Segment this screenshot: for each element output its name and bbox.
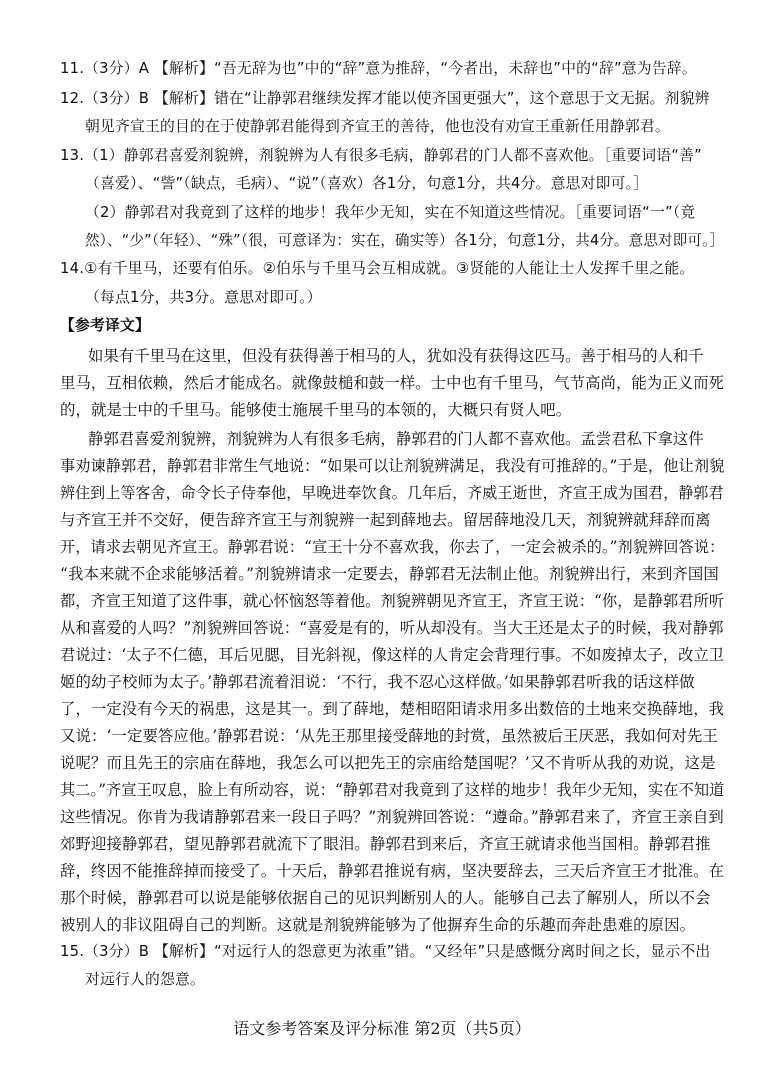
translation-line: 如果有千里马在这里，但没有获得善于相马的人，犹如没有获得这匹马。善于相马的人和千 <box>88 347 704 365</box>
answer-11: 11.（3分）A 【解析】“吾无辞为也”中的“辞”意为推辞，“今者出，未辞也”中的“辞”意为告辞。 <box>60 60 697 77</box>
answer-13-line-4: 然）、“少”（年轻）、“殊”（很，可意译为：实在，确实等）各1分，句意1分，共4分。意思对即可。］ <box>85 232 725 249</box>
translation-line: 都，齐宣王知道了这件事，就心怀恼怒等着他。剂貌辨朝见齐宣王，齐宣王说：“你，是静郭君所听 <box>60 592 725 610</box>
translation-line: 事劝谏静郭君，静郭君非常生气地说：“如果可以让剂貌辨满足，我没有可推辞的。”于是，他让剂貌 <box>60 457 725 475</box>
translation-line: 了，一定没有今天的祸患，这是其一。到了薛地，楚相昭阳请求用多出数倍的土地来交换薛地，我 <box>60 700 725 718</box>
translation-line: 开，请求去朝见齐宣王。静郭君说：“宣王十分不喜欢我，你去了，一定会被杀的。”剂貌辨回答说： <box>60 538 725 556</box>
translation-line: “我本来就不企求能够活着。”剂貌辨请求一定要去，静郭君无法制止他。剂貌辨出行，来到齐国国 <box>60 565 719 583</box>
translation-line: 这些情况。你肯为我请静郭君来一段日子吗？”剂貌辨回答说：“遵命。”静郭君来了，齐宣王亲自到 <box>60 808 724 826</box>
translation-line: 君说过：‘太子不仁德，耳后见腮，目光斜视，像这样的人肯定会背理行事。不如废掉太子，改立卫 <box>60 646 725 664</box>
translation-line: 从和喜爱的人吗？”剂貌辨回答说：“喜爱是有的，听从却没有。当大王还是太子的时候，我对静郭 <box>60 619 724 637</box>
answer-12-line-1: 12.（3分）B 【解析】错在“让静郭君继续发挥才能以使齐国更强大”，这个意思于文无据。剂貌辨 <box>60 90 710 107</box>
translation-line: 说呢？而且先王的宗庙在薛地，我怎么可以把先王的宗庙给楚国呢？’又不肯听从我的劝说，这是 <box>60 754 716 772</box>
answer-14-line-2: （每点1分，共3分。意思对即可。） <box>85 289 322 306</box>
page-footer: 语文参考答案及评分标准 第2页（共5页） <box>233 1019 531 1038</box>
answer-12-line-2: 朝见齐宣王的目的在于使静郭君能得到齐宣王的善待，他也没有劝宣王重新任用静郭君。 <box>85 118 670 135</box>
translation-line: 郊野迎接静郭君，望见静郭君就流下了眼泪。静郭君到来后，齐宣王就请求他当国相。静郭君推 <box>60 835 711 853</box>
translation-line: 其二。”齐宣王叹息，脸上有所动容，说：“静郭君对我竟到了这样的地步！我年少无知，实在不知道 <box>60 781 725 799</box>
translation-line: 里马，互相依赖，然后才能成名。就像鼓槌和鼓一样。士中也有千里马，气节高尚，能为正义而死 <box>60 374 725 392</box>
reference-translation-heading: 【参考译文】 <box>60 317 150 334</box>
translation-line: 与齐宣王并不交好，便告辞齐宣王与剂貌辨一起到薛地去。留居薛地没几天，剂貌辨就拜辞而离 <box>60 511 711 529</box>
answer-14-line-1: 14.①有千里马，还要有伯乐。②伯乐与千里马会互相成就。③贤能的人能让士人发挥千里之能。 <box>60 260 695 277</box>
translation-line: 静郭君喜爱剂貌辨，剂貌辨为人有很多毛病，静郭君的门人都不喜欢他。孟尝君私下拿这件 <box>88 430 704 448</box>
answer-13-line-1: 13.（1）静郭君喜爱剂貌辨，剂貌辨为人有很多毛病，静郭君的门人都不喜欢他。［重要词语“善” <box>60 147 702 164</box>
translation-line: 被别人的非议阻碍自己的判断。这就是剂貌辨能够为了他摒弃生命的乐趣而奔赴患难的原因。 <box>60 916 696 934</box>
answer-13-line-2: （喜爱）、“訾”（缺点，毛病）、“说”（喜欢）各1分，句意1分，共4分。意思对即可。］ <box>85 175 649 192</box>
translation-line: 又说：‘一定要答应他。’静郭君说：‘从先王那里接受薛地的封赏，虽然被后王厌恶，我如何对先王 <box>60 727 718 745</box>
translation-line: 那个时候，静郭君可以说是能够依据自己的见识判断别人的人。能够自己去了解别人，所以不会 <box>60 889 711 907</box>
answer-15-line-1: 15.（3分）B 【解析】“对远行人的怨意更为浓重”错。“又经年”只是感慨分离时间之长，显示不出 <box>60 943 711 960</box>
translation-line: 姬的幼子校师为太子。’静郭君流着泪说：‘不行，我不忍心这样做。’如果静郭君听我的话这样做 <box>60 673 695 691</box>
translation-line: 的，就是士中的千里马。能够使士施展千里马的本领的，大概只有贤人吧。 <box>60 401 572 419</box>
translation-line: 辞，终因不能推辞掉而接受了。十天后，静郭君推说有病，坚决要辞去，三天后齐宣王才批准。在 <box>60 862 725 880</box>
answer-15-line-2: 对远行人的怨意。 <box>85 971 205 988</box>
answer-13-line-3: （2）静郭君对我竟到了这样的地步！我年少无知，实在不知道这些情况。［重要词语“一”（竟 <box>85 204 696 221</box>
translation-line: 辨住到上等客舍，命令长子侍奉他，早晚进奉饮食。几年后，齐威王逝世，齐宣王成为国君，静郭君 <box>60 484 724 502</box>
